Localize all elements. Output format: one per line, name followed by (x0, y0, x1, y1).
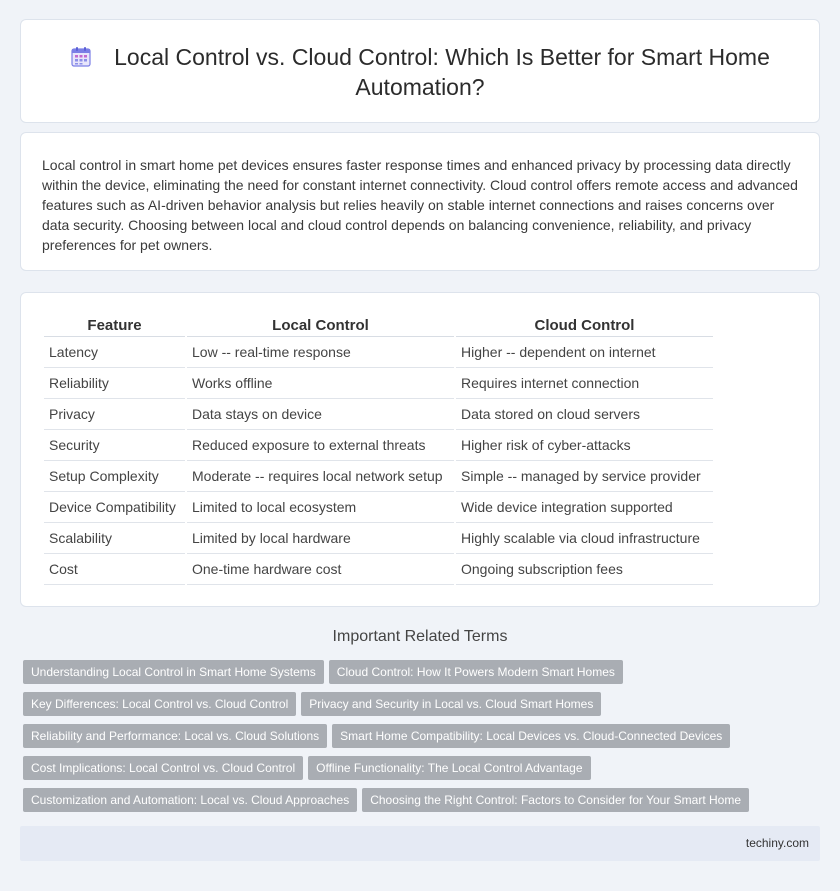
local-cell: Data stays on device (187, 399, 454, 430)
feature-cell: Cost (44, 554, 185, 585)
intro-card (20, 132, 820, 271)
local-cell: One-time hardware cost (187, 554, 454, 585)
local-cell: Moderate -- requires local network setup (187, 461, 454, 492)
tag-row (23, 692, 823, 724)
related-term-link[interactable]: Cloud Control: How It Powers Modern Smart Homes (329, 660, 623, 684)
header-feature: Feature (44, 315, 185, 337)
table-row (44, 492, 713, 523)
tag-row (23, 756, 823, 788)
table-row (44, 430, 713, 461)
table-header-row (44, 315, 713, 337)
related-term-link[interactable]: Smart Home Compatibility: Local Devices vs. Cloud-Connected Devices (332, 724, 730, 748)
feature-cell: Setup Complexity (44, 461, 185, 492)
feature-cell: Security (44, 430, 185, 461)
site-name[interactable]: techiny.com (745, 836, 809, 850)
tag-row (23, 660, 823, 692)
table-row (44, 368, 713, 399)
related-term-link[interactable]: Privacy and Security in Local vs. Cloud Smart Homes (301, 692, 601, 716)
local-cell: Low -- real-time response (187, 337, 454, 368)
cloud-cell: Higher -- dependent on internet (456, 337, 713, 368)
table-row (44, 399, 713, 430)
cloud-cell: Highly scalable via cloud infrastructure (456, 523, 713, 554)
footer-bar (20, 826, 820, 861)
tag-row (23, 788, 823, 820)
related-term-link[interactable]: Reliability and Performance: Local vs. Cloud Solutions (23, 724, 327, 748)
feature-cell: Device Compatibility (44, 492, 185, 523)
related-terms-heading: Important Related Terms (332, 628, 508, 645)
comparison-card (20, 292, 820, 607)
intro-paragraph: Local control in smart home pet devices ensures faster response times and enhanced privacy by processing data directly within the device, eliminating the need for constant internet connectivity. Cloud control offers remote access and advanced features such as AI-driven behavior analysis but relies heavily on stable internet connections and raises concerns over data security. Choosing between local and cloud control depends on balancing convenience, reliability, and privacy preferences for pet owners. (42, 157, 798, 253)
related-term-link[interactable]: Customization and Automation: Local vs. Cloud Approaches (23, 788, 357, 812)
related-term-link[interactable]: Key Differences: Local Control vs. Cloud Control (23, 692, 296, 716)
cloud-cell: Higher risk of cyber-attacks (456, 430, 713, 461)
comparison-table (42, 315, 715, 585)
local-cell: Works offline (187, 368, 454, 399)
table-row (44, 461, 713, 492)
page-title: Local Control vs. Cloud Control: Which Is Better for Smart Home Automation? (114, 44, 770, 100)
related-term-link[interactable]: Offline Functionality: The Local Control Advantage (308, 756, 590, 780)
cloud-cell: Wide device integration supported (456, 492, 713, 523)
related-term-link[interactable]: Cost Implications: Local Control vs. Cloud Control (23, 756, 303, 780)
table-row (44, 554, 713, 585)
title-card (20, 19, 820, 123)
local-cell: Limited by local hardware (187, 523, 454, 554)
page-title-row (21, 42, 819, 102)
cloud-cell: Simple -- managed by service provider (456, 461, 713, 492)
feature-cell: Reliability (44, 368, 185, 399)
calendar-icon (70, 45, 92, 67)
local-cell: Limited to local ecosystem (187, 492, 454, 523)
table-row (44, 337, 713, 368)
related-term-link[interactable]: Understanding Local Control in Smart Home Systems (23, 660, 324, 684)
cloud-cell: Ongoing subscription fees (456, 554, 713, 585)
header-local-control: Local Control (187, 315, 454, 337)
feature-cell: Latency (44, 337, 185, 368)
table-row (44, 523, 713, 554)
related-terms-list (23, 660, 823, 820)
cloud-cell: Data stored on cloud servers (456, 399, 713, 430)
cloud-cell: Requires internet connection (456, 368, 713, 399)
feature-cell: Privacy (44, 399, 185, 430)
tag-row (23, 724, 823, 756)
related-term-link[interactable]: Choosing the Right Control: Factors to Consider for Your Smart Home (362, 788, 749, 812)
local-cell: Reduced exposure to external threats (187, 430, 454, 461)
header-cloud-control: Cloud Control (456, 315, 713, 337)
feature-cell: Scalability (44, 523, 185, 554)
